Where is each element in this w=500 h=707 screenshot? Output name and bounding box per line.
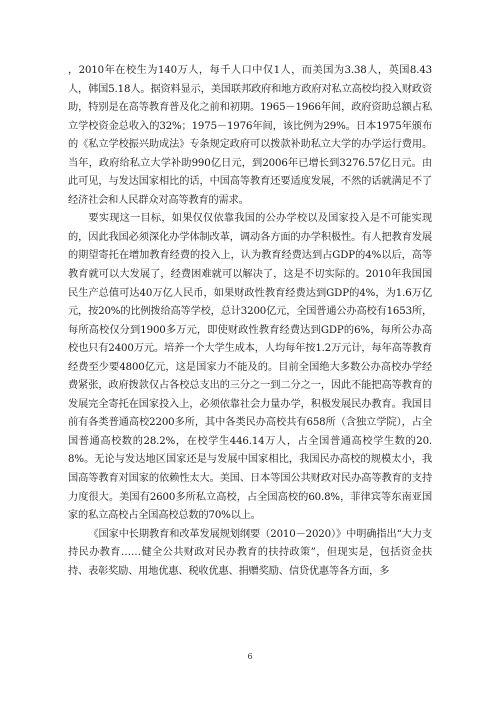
page-number: 6 bbox=[247, 652, 253, 661]
paragraph-3: 《国家中长期教育和改革发展规划纲要（2010－2020）》中明确指出“大力支持民办教育……健全公共财政对民办教育的扶持政策”，但现实是，包括资金扶持、表彰奖励、用地优惠、税收优惠、捐赠奖励、信贷优惠等各方面，多 bbox=[68, 528, 432, 577]
document-body bbox=[68, 62, 432, 581]
paragraph-1: ，2010年在校生为140万人，每千人口中仅1人，而美国为3.38人，英国8.43人，韩国5.18人。据资料显示，美国联邦政府和地方政府对私立高校均投入财政资助，特别是在高等教育普及化之前和初期。1965－1966年间，政府资助总额占私立学校资金总收入的32%；1975－1976年间，该比例为29%。日本1975年颁布的《私立学校振兴助成法》专条规定政府可以拨款补助私立大学的办学运行费用。当年，政府给私立大学补助990亿日元，到2006年已增长到3276.57亿日元。由此可见，与发达国家相比的话，中国高等教育还要适度发展，不然的话就满足不了经济社会和人民群众对高等教育的需求。 bbox=[68, 65, 432, 206]
paragraph-2: 要实现这一目标，如果仅仅依靠我国的公办学校以及国家投入是不可能实现的，因此我国必须深化办学体制改革，调动各方面的办学积极性。有人把教育发展的期望寄托在增加教育经费的投入上，认为教育经费达到占GDP的4%以后，高等教育就可以大发展了，经费困难就可以解决了，这是不切实际的。2010年我国国民生产总值可达40万亿人民币，如果财政性教育经费达到GDP的4%，为1.6万亿元，按20%的比例拨给高等学校，总计3200亿元，全国普通公办高校有1653所，每所高校仅分到1900多万元，即使财政性教育经费达到GDP的6%，每所公办高校也只有2400万元。培养一个大学生成本，人均每年按1.2万元计，每年高等教育经费至少要4800亿元，这是国家力不能及的。目前全国绝大多数公办高校办学经费紧张，政府拨款仅占各校总支出的三分之一到二分之一，因此不能把高等教育的发展完全寄托在国家投入上，必须依靠社会力量办学，积极发展民办教育。我国目前有各类普通高校2200多所，其中各类民办高校共有658所（含独立学院），占全国普通高校数的28.2%，在校学生446.14万人，占全国普通高校学生数的20.8%。无论与发达地区国家还是与发展中国家相比，我国民办高校的规模太小，我国高等教育对国家的依赖性太大。美国、日本等国公共财政对民办高等教育的支持力度很大。美国有2600多所私立高校，占全国高校的60.8%，菲律宾等东南亚国家的私立高校占全国高校总数的70%以上。 bbox=[68, 213, 432, 522]
